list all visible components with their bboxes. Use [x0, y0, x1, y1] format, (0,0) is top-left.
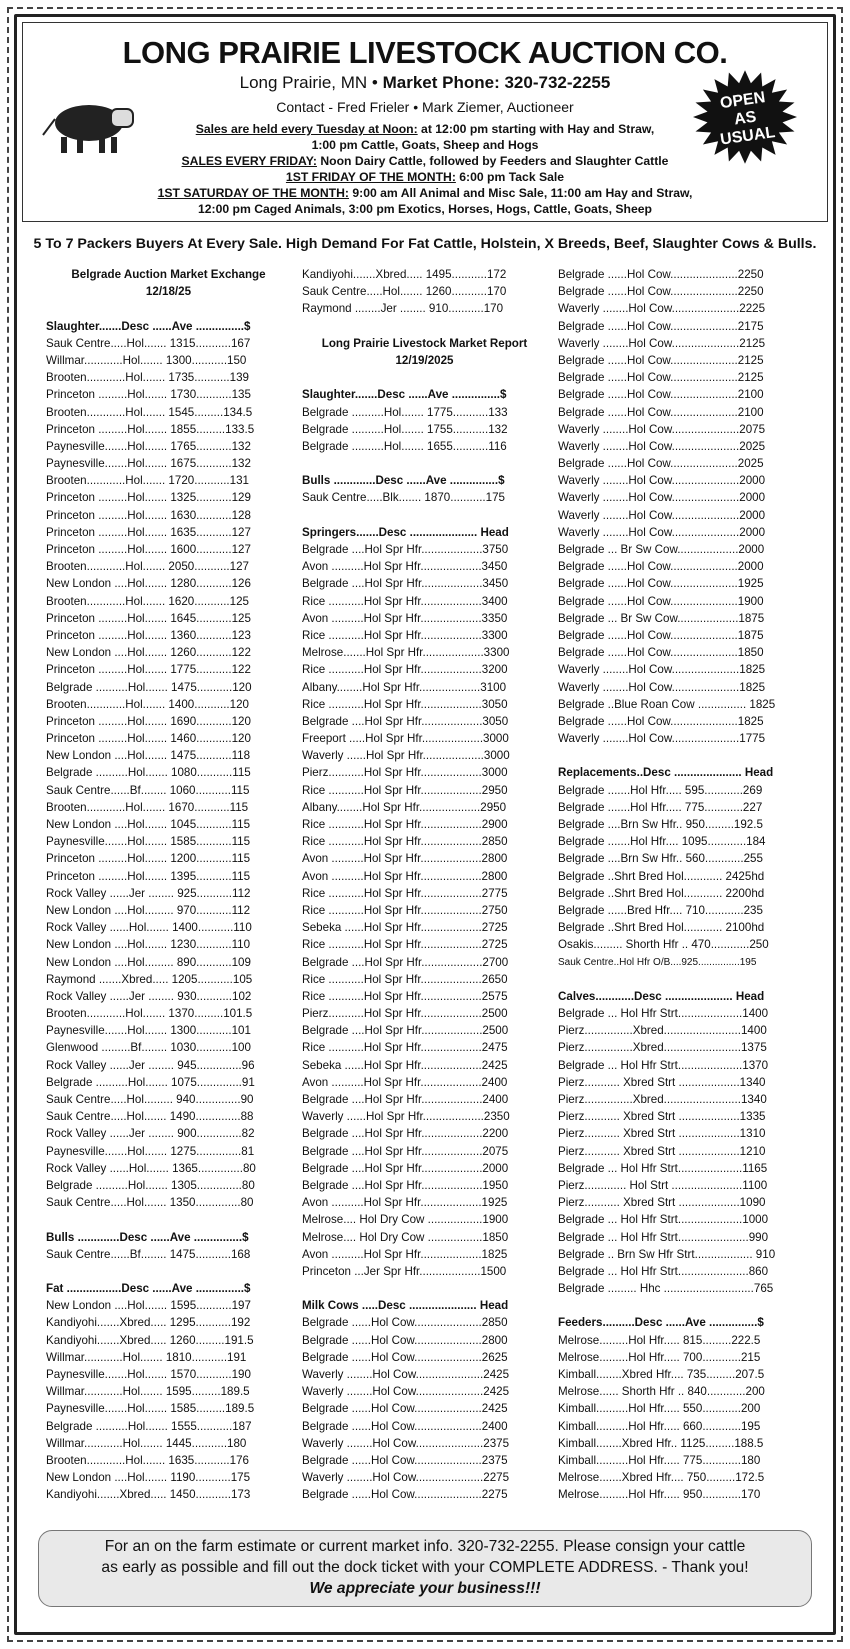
market-row: Belgrade ......Hol Cow.....................1900: [558, 594, 764, 608]
section-header: Springers.......Desc ..................... Head: [302, 525, 509, 539]
market-row: Sauk Centre.....Hol....... 1260...........170: [302, 285, 507, 299]
market-row: Belgrade ....Hol Spr Hfr...................2400: [302, 1093, 509, 1106]
open-badge-line: USUAL: [719, 124, 777, 149]
sale-schedule: [83, 121, 767, 217]
market-row: Melrose...... Shorth Hfr .. 840............200: [558, 1385, 765, 1399]
market-row: Rock Valley ......Hol....... 1400...........110: [46, 921, 252, 935]
market-row: Avon ..........Hol Spr Hfr...................2800: [302, 852, 508, 866]
market-row: Belgrade ......Hol Cow.....................2100: [558, 405, 764, 419]
market-row: Brooten............Hol....... 1720...........131: [46, 474, 249, 488]
market-row: Belgrade ....Hol Spr Hfr...................3450: [302, 577, 509, 591]
market-row: Belgrade ... Hol Hfr Strt......................860: [558, 1264, 769, 1278]
market-row: Belgrade ... Hol Hfr Strt....................1165: [558, 1161, 768, 1175]
market-row: Paynesville.......Hol....... 1765...........132: [46, 439, 251, 453]
market-row: Sauk Centre.....Hol....... 1490..............88: [46, 1110, 254, 1124]
market-row: Belgrade ..........Hol....... 1080...........115: [46, 766, 251, 780]
open-badge-line: AS: [733, 108, 758, 129]
market-row: Waverly ........Hol Cow.....................2000: [558, 491, 766, 505]
market-row: Rice ...........Hol Spr Hfr...................2900: [302, 818, 508, 831]
footer-thanks: We appreciate your business!!!: [309, 1580, 541, 1597]
market-row: Belgrade ..Shrt Bred Hol............ 2425hd: [558, 869, 765, 883]
section-header: Slaughter.......Desc ......Ave ...............$: [46, 319, 251, 333]
market-row: Waverly ......Hol Spr Hfr...................3000: [302, 749, 510, 763]
market-row: Sebeka ......Hol Spr Hfr...................2725: [302, 921, 508, 935]
report-heading: 12/19/2025: [395, 353, 454, 367]
market-row: Princeton .........Hol....... 1460...........120: [46, 732, 251, 746]
schedule-line: SALES EVERY FRIDAY: Noon Dairy Cattle, followed by Feeders and Slaughter Cattle: [181, 154, 669, 168]
market-row: Sauk Centre......Bf........ 1060...........115: [46, 783, 250, 797]
market-row: New London ....Hol....... 1595...........197: [46, 1299, 251, 1313]
market-row: Rice ...........Hol Spr Hfr...................2725: [302, 938, 508, 952]
market-row: Belgrade ..........Hol....... 1475...........120: [46, 680, 252, 694]
market-row: Belgrade ......Hol Cow.....................2850: [302, 1316, 508, 1330]
market-row: Melrose.........Hol Hfr..... 950............170: [558, 1488, 761, 1502]
market-row: New London ....Hol....... 1230...........110: [46, 938, 251, 952]
market-row: Waverly ......Hol Spr Hfr...................2350: [302, 1110, 510, 1124]
market-row: Kandiyohi.......Xbred..... 1450...........173: [46, 1488, 251, 1502]
market-row: Avon ..........Hol Spr Hfr...................3450: [302, 560, 508, 574]
market-row: Albany........Hol Spr Hfr...................2950: [302, 800, 507, 814]
market-row: Belgrade ......Hol Cow.....................2000: [558, 560, 764, 574]
report-heading: Belgrade Auction Market Exchange: [71, 268, 266, 281]
market-row: Princeton .........Hol....... 1325...........129: [46, 491, 251, 505]
market-row: Waverly ........Hol Cow.....................1775: [558, 732, 766, 746]
market-row: Belgrade ......Hol Cow.....................2425: [302, 1402, 508, 1416]
market-row: Pierz........... Xbred Strt ...................1310: [558, 1127, 766, 1141]
market-row: Belgrade ... Hol Hfr Strt......................990: [558, 1230, 769, 1244]
market-row: Belgrade ..........Hol....... 1655...........116: [302, 439, 507, 453]
market-row: Belgrade ......Hol Cow.....................2275: [302, 1488, 508, 1502]
market-row: Princeton .........Hol....... 1645...........125: [46, 611, 251, 625]
market-row: Brooten............Hol....... 1370.........101.5: [46, 1007, 253, 1021]
market-row: Paynesville.......Hol....... 1585...........115: [46, 835, 251, 849]
market-row: Princeton .........Hol....... 1630...........128: [46, 508, 251, 522]
market-row: Belgrade ......Hol Cow.....................2250: [558, 285, 764, 299]
market-row: Pierz........... Xbred Strt ...................1335: [558, 1110, 766, 1124]
market-row: Rice ...........Hol Spr Hfr...................2950: [302, 783, 508, 797]
market-row: New London ....Hol......... 970...........112: [46, 903, 251, 917]
market-row: Belgrade ......Hol Cow.....................2125: [558, 371, 764, 385]
market-row: Belgrade ......Hol Cow.....................2100: [558, 388, 764, 402]
spacer: [302, 1280, 547, 1297]
market-row: Rice ...........Hol Spr Hfr...................2650: [302, 972, 508, 986]
market-row: Paynesville.......Hol....... 1585.........189.5: [46, 1402, 255, 1416]
market-row: Belgrade ..Blue Roan Cow ............... 1825: [558, 697, 776, 711]
spacer: [302, 318, 547, 335]
report-heading: Long Prairie Livestock Market Report: [321, 336, 528, 350]
market-row: Paynesville.......Hol....... 1300...........101: [46, 1024, 251, 1038]
market-row: Pierz...........Hol Spr Hfr...................3000: [302, 766, 508, 780]
section-header: Calves............Desc ..................... Head: [558, 989, 765, 1003]
market-row: Avon ..........Hol Spr Hfr...................2800: [302, 869, 508, 883]
market-row: Kimball..........Hol Hfr..... 550............200: [558, 1402, 761, 1416]
market-row: Sauk Centre.....Blk....... 1870...........175: [302, 491, 505, 505]
market-row: Princeton .........Hol....... 1690...........120: [46, 714, 251, 728]
market-row: Princeton .........Hol....... 1855.........133.5: [46, 422, 255, 436]
market-row: Rock Valley ......Hol....... 1365..............80: [46, 1161, 256, 1175]
market-row: Rice ...........Hol Spr Hfr...................3200: [302, 663, 508, 677]
market-row: Sauk Centre.....Hol......... 940..............90: [46, 1093, 254, 1106]
schedule-label: SALES EVERY FRIDAY:: [181, 154, 317, 168]
schedule-line: 1:00 pm Cattle, Goats, Sheep and Hogs: [311, 138, 539, 152]
market-row: Waverly ........Hol Cow.....................2075: [558, 422, 766, 436]
market-row: Melrose.... Hol Dry Cow .................1900: [302, 1213, 509, 1227]
market-row: Rice ...........Hol Spr Hfr...................2475: [302, 1041, 508, 1055]
market-row: Princeton .........Hol....... 1730...........135: [46, 388, 251, 402]
market-row: Princeton .........Hol....... 1200...........115: [46, 852, 251, 866]
market-row: Waverly ........Hol Cow.....................2000: [558, 474, 766, 488]
market-row: Belgrade ......Hol Cow.....................2625: [302, 1350, 508, 1364]
market-row: Belgrade .......Hol Hfr.... 1095............184: [558, 835, 766, 849]
market-row: Belgrade ..........Hol....... 1555...........187: [46, 1419, 252, 1433]
market-row: Belgrade .......Hol Hfr..... 595............269: [558, 783, 763, 797]
market-row: Belgrade ......Hol Cow.....................2025: [558, 457, 764, 471]
report-column-1: [46, 266, 291, 1504]
market-row: Pierz............. Hol Strt ......................1100: [558, 1178, 768, 1192]
market-row: Waverly ........Hol Cow.....................2125: [558, 336, 766, 350]
market-row: Belgrade ... Hol Hfr Strt....................1370: [558, 1058, 769, 1072]
market-row: Belgrade ... Br Sw Cow...................1875: [558, 611, 765, 625]
footer-box: [38, 1530, 812, 1607]
report-column-2: [302, 266, 547, 1504]
market-row: Pierz........... Xbred Strt ...................1340: [558, 1075, 766, 1089]
market-row: Belgrade ....Brn Sw Hfr.. 560............255: [558, 852, 763, 866]
section-header: Bulls .............Desc ......Ave ...............$: [46, 1230, 249, 1244]
market-row: Kandiyohi.......Xbred..... 1295...........192: [46, 1316, 251, 1330]
market-row: Sauk Centre......Bf........ 1475...........168: [46, 1247, 251, 1261]
market-row: Paynesville.......Hol....... 1675...........132: [46, 457, 251, 471]
spacer: [302, 369, 547, 386]
market-row: Pierz...............Xbred........................1340: [558, 1093, 767, 1106]
market-row: Brooten............Hol....... 1735...........139: [46, 371, 249, 385]
market-row: Belgrade ....Hol Spr Hfr...................3050: [302, 714, 509, 728]
market-row: Paynesville.......Hol....... 1570...........190: [46, 1368, 251, 1381]
market-row: Kandiyohi.......Xbred..... 1260.........191.5: [46, 1333, 254, 1347]
market-row: Willmar............Hol....... 1445...........180: [46, 1436, 247, 1450]
market-row: Belgrade ....Hol Spr Hfr...................1950: [302, 1178, 509, 1192]
market-row: Brooten............Hol....... 1545.........134.5: [46, 405, 253, 419]
page-title: LONG PRAIRIE LIVESTOCK AUCTION CO.: [122, 35, 728, 70]
market-row: Belgrade ......... Hhc ............................765: [558, 1282, 774, 1296]
market-row: Rice ...........Hol Spr Hfr...................2775: [302, 886, 508, 900]
footer-line: as early as possible and fill out the dock ticket with your COMPLETE ADDRESS. - Thank you!: [101, 1559, 749, 1576]
market-row: Waverly ........Hol Cow.....................2000: [558, 508, 766, 522]
market-row: Belgrade ......Hol Cow.....................2125: [558, 353, 764, 367]
market-row: Princeton .........Hol....... 1395...........115: [46, 869, 251, 883]
market-row: Avon ..........Hol Spr Hfr...................2400: [302, 1075, 508, 1089]
market-row: Brooten............Hol....... 1635...........176: [46, 1453, 249, 1467]
market-row: Rock Valley ......Jer ........ 945..............96: [46, 1058, 255, 1072]
market-row: Sauk Centre..Hol Hfr O/B....925...............195: [558, 956, 757, 968]
market-row: Belgrade ....Hol Spr Hfr...................3750: [302, 543, 509, 556]
market-row: Paynesville.......Hol....... 1275..............81: [46, 1144, 255, 1158]
market-row: Belgrade ... Hol Hfr Strt....................1000: [558, 1213, 769, 1227]
market-row: Brooten............Hol....... 1670...........115: [46, 800, 249, 814]
market-row: Belgrade .. Brn Sw Hfr Strt.................. 910: [558, 1247, 776, 1261]
market-row: Kimball..........Hol Hfr..... 660............195: [558, 1419, 761, 1433]
market-row: Belgrade ......Hol Cow.....................2375: [302, 1453, 508, 1467]
spacer: [46, 300, 291, 317]
market-row: Waverly ........Hol Cow.....................2425: [302, 1368, 510, 1381]
market-row: Belgrade ......Hol Cow.....................2250: [558, 268, 764, 281]
spacer: [302, 455, 547, 472]
market-row: Princeton .........Hol....... 1360...........123: [46, 628, 251, 642]
market-row: Belgrade ..Shrt Bred Hol............ 2200hd: [558, 886, 765, 900]
market-row: Belgrade ......Hol Cow.....................2800: [302, 1333, 508, 1347]
market-row: Kimball........Xbred Hfr.. 1125.........188.5: [558, 1436, 764, 1450]
market-row: Osakis......... Shorth Hfr .. 470............250: [558, 938, 769, 952]
market-row: Raymond .......Xbred..... 1205...........105: [46, 972, 253, 986]
report-column-3: [558, 266, 803, 1504]
market-row: Belgrade .......Hol Hfr..... 775............227: [558, 800, 763, 814]
spacer: [558, 747, 803, 764]
market-row: Belgrade ..........Hol....... 1305..............80: [46, 1178, 255, 1192]
market-row: Waverly ........Hol Cow.....................2425: [302, 1385, 510, 1399]
market-row: Princeton ...Jer Spr Hfr...................1500: [302, 1264, 507, 1278]
market-row: Sauk Centre.....Hol....... 1350..............80: [46, 1196, 254, 1210]
market-row: Avon ..........Hol Spr Hfr...................1825: [302, 1247, 508, 1261]
location: Long Prairie, MN •: [239, 73, 378, 92]
market-row: Belgrade ... Hol Hfr Strt....................1400: [558, 1007, 769, 1021]
market-row: Waverly ........Hol Cow.....................2225: [558, 302, 766, 316]
market-row: Waverly ........Hol Cow.....................1825: [558, 663, 766, 677]
market-row: Kandiyohi.......Xbred..... 1495...........172: [302, 268, 507, 281]
market-row: Albany........Hol Spr Hfr...................3100: [302, 680, 507, 694]
market-row: Rice ...........Hol Spr Hfr...................2850: [302, 835, 508, 849]
market-row: Belgrade ......Hol Cow.....................1875: [558, 628, 764, 642]
section-header: Feeders..........Desc ......Ave ...............$: [558, 1316, 764, 1330]
market-row: Glenwood .........Bf........ 1030...........100: [46, 1041, 251, 1055]
market-row: Belgrade ....Hol Spr Hfr...................2075: [302, 1144, 509, 1158]
market-row: Belgrade ......Hol Cow.....................1825: [558, 714, 764, 728]
market-row: New London ....Hol....... 1260...........122: [46, 646, 251, 660]
market-row: Brooten............Hol....... 1400...........120: [46, 697, 249, 711]
market-row: Melrose.......Xbred Hfr.... 750.........172.5: [558, 1471, 765, 1485]
spacer: [46, 1263, 291, 1280]
spacer: [558, 971, 803, 988]
market-phone: Market Phone: 320-732-2255: [382, 73, 611, 92]
market-row: New London ....Hol....... 1190...........175: [46, 1471, 251, 1485]
market-row: Pierz........... Xbred Strt ...................1210: [558, 1144, 766, 1158]
market-row: New London ....Hol....... 1280...........126: [46, 577, 251, 591]
market-row: Avon ..........Hol Spr Hfr...................3350: [302, 611, 508, 625]
market-row: Willmar............Hol....... 1595.........189.5: [46, 1385, 250, 1399]
schedule-line: 1ST FRIDAY OF THE MONTH: 6:00 pm Tack Sale: [285, 170, 565, 184]
market-row: Avon ..........Hol Spr Hfr...................1925: [302, 1196, 508, 1210]
schedule-line: 12:00 pm Caged Animals, 3:00 pm Exotics, Horses, Hogs, Cattle, Goats, Sheep: [197, 202, 652, 216]
market-row: Brooten............Hol....... 1620...........125: [46, 594, 249, 608]
market-row: Belgrade ... Br Sw Cow...................2000: [558, 543, 765, 556]
market-row: Princeton .........Hol....... 1600...........127: [46, 543, 251, 556]
section-header: Fat .................Desc ......Ave ...............$: [46, 1282, 251, 1296]
market-row: New London ....Hol....... 1475...........118: [46, 749, 251, 763]
market-row: Rice ...........Hol Spr Hfr...................3050: [302, 697, 508, 711]
section-header: Replacements..Desc ..................... Head: [558, 766, 774, 780]
schedule-line: 1ST SATURDAY OF THE MONTH: 9:00 am All Animal and Misc Sale, 11:00 am Hay and Straw,: [157, 186, 693, 200]
market-row: Princeton .........Hol....... 1775...........122: [46, 663, 251, 677]
header-box: [22, 22, 828, 222]
market-row: Waverly ........Hol Cow.....................2375: [302, 1436, 510, 1450]
market-row: Belgrade ......Bred Hfr.... 710............235: [558, 903, 763, 917]
schedule-line: Sales are held every Tuesday at Noon: at 12:00 pm starting with Hay and Straw,: [195, 122, 655, 136]
market-row: Waverly ........Hol Cow.....................2025: [558, 439, 766, 453]
section-header: Milk Cows .....Desc ..................... Head: [302, 1299, 509, 1313]
market-row: Belgrade ......Hol Cow.....................1850: [558, 646, 764, 660]
market-row: Kimball..........Hol Hfr..... 775............180: [558, 1453, 761, 1467]
schedule-label: 1ST FRIDAY OF THE MONTH:: [285, 170, 456, 184]
market-row: Rice ...........Hol Spr Hfr...................2575: [302, 989, 508, 1003]
footer-line: For an on the farm estimate or current market info. 320-732-2255. Please consign your cattle: [104, 1538, 746, 1555]
open-badge-line: OPEN: [719, 89, 767, 113]
market-row: Belgrade ......Hol Cow.....................2175: [558, 319, 764, 333]
spacer: [302, 507, 547, 524]
market-row: Belgrade ....Hol Spr Hfr...................2200: [302, 1127, 509, 1141]
market-row: Brooten............Hol....... 2050...........127: [46, 560, 249, 574]
market-row: Pierz...............Xbred........................1375: [558, 1041, 767, 1055]
market-row: Princeton .........Hol....... 1635...........127: [46, 525, 251, 539]
packers-banner: 5 To 7 Packers Buyers At Every Sale. High Demand For Fat Cattle, Holstein, X Breeds, Beef, Slaughter Cows & Bulls.: [33, 236, 817, 252]
report-heading: 12/18/25: [145, 285, 192, 299]
market-row: Belgrade ......Hol Cow.....................2400: [302, 1419, 508, 1433]
market-row: Belgrade ..........Hol....... 1775...........133: [302, 405, 508, 419]
market-row: Belgrade ..........Hol....... 1075..............91: [46, 1075, 255, 1089]
market-row: Freeport .....Hol Spr Hfr...................3000: [302, 732, 509, 746]
section-header: Slaughter.......Desc ......Ave ...............$: [302, 388, 507, 402]
market-row: Raymond ........Jer ........ 910...........170: [302, 302, 504, 316]
market-row: Belgrade ..Shrt Bred Hol............ 2100hd: [558, 921, 765, 935]
schedule-label: Sales are held every Tuesday at Noon:: [195, 122, 418, 136]
contact-line: Contact - Fred Frieler • Mark Ziemer, Auctioneer: [276, 99, 574, 115]
market-row: Belgrade ......Hol Cow.....................1925: [558, 577, 764, 591]
market-row: New London ....Hol....... 1045...........115: [46, 818, 251, 831]
spacer: [46, 1211, 291, 1228]
spacer: [558, 1297, 803, 1314]
market-row: Rock Valley ......Jer ........ 900..............82: [46, 1127, 255, 1141]
market-row: Belgrade ....Hol Spr Hfr...................2500: [302, 1024, 509, 1038]
market-row: Belgrade ....Hol Spr Hfr...................2000: [302, 1161, 509, 1175]
market-row: Rock Valley ......Jer ........ 925...........112: [46, 886, 251, 900]
market-row: Melrose.........Hol Hfr..... 700............215: [558, 1350, 761, 1364]
schedule-label: 1ST SATURDAY OF THE MONTH:: [157, 186, 349, 200]
market-row: Sauk Centre.....Hol....... 1315...........167: [46, 336, 251, 350]
market-row: Waverly ........Hol Cow.....................2275: [302, 1471, 510, 1485]
open-as-usual-starburst: [689, 67, 801, 167]
market-row: Melrose.... Hol Dry Cow .................1850: [302, 1230, 509, 1244]
market-row: Pierz........... Xbred Strt ...................1090: [558, 1196, 766, 1210]
market-row: Waverly ........Hol Cow.....................1825: [558, 680, 766, 694]
market-row: Rice ...........Hol Spr Hfr...................3300: [302, 628, 508, 642]
market-row: Rice ...........Hol Spr Hfr...................2750: [302, 903, 508, 917]
section-header: Bulls .............Desc ......Ave ...............$: [302, 474, 505, 488]
market-row: Kimball........Xbred Hfr.... 735.........207.5: [558, 1368, 765, 1381]
market-row: Pierz...............Xbred........................1400: [558, 1024, 767, 1038]
market-row: Sebeka ......Hol Spr Hfr...................2425: [302, 1058, 508, 1072]
market-row: Melrose.......Hol Spr Hfr...................3300: [302, 646, 510, 660]
market-row: Belgrade ..........Hol....... 1755...........132: [302, 422, 508, 436]
market-row: Waverly ........Hol Cow.....................2000: [558, 525, 766, 539]
market-row: Rock Valley ......Jer ........ 930...........102: [46, 989, 252, 1003]
market-row: Belgrade ....Brn Sw Hfr.. 950.........192.5: [558, 818, 763, 831]
market-row: Willmar............Hol....... 1810...........191: [46, 1350, 247, 1364]
market-row: Pierz...........Hol Spr Hfr...................2500: [302, 1007, 508, 1021]
market-row: New London ....Hol......... 890...........109: [46, 955, 251, 969]
market-row: Melrose.........Hol Hfr..... 815.........222.5: [558, 1333, 761, 1347]
market-row: Willmar............Hol....... 1300...........150: [46, 353, 247, 367]
market-row: Belgrade ....Hol Spr Hfr...................2700: [302, 955, 509, 969]
market-row: Rice ...........Hol Spr Hfr...................3400: [302, 594, 508, 608]
